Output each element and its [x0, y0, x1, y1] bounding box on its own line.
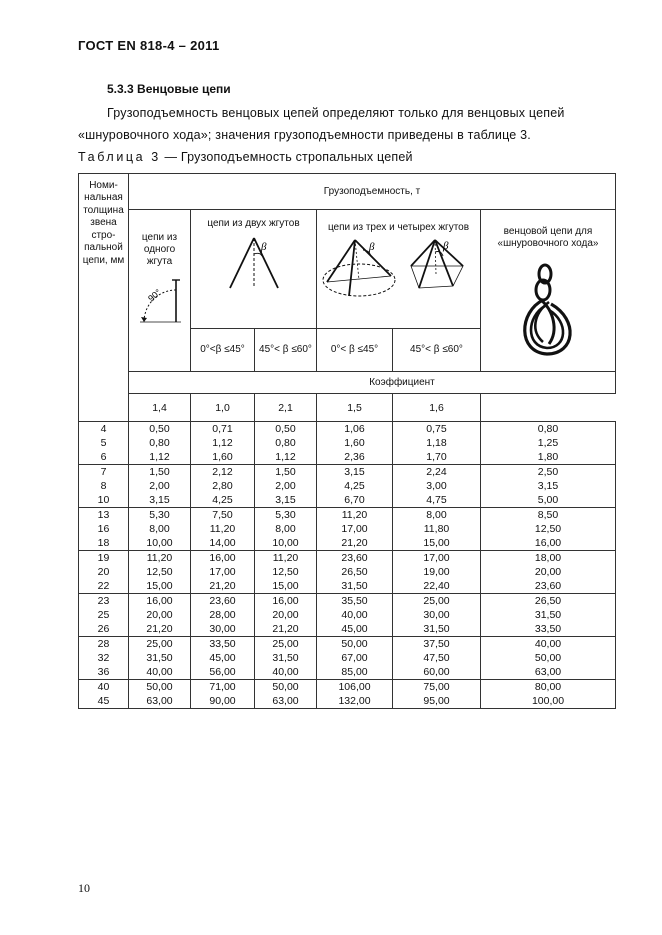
cell-two-strand-45: [191, 637, 255, 680]
three-four-strand-diagram: [319, 236, 479, 306]
value-two-strand-45: 71,00: [209, 681, 236, 693]
value-single-strand: 21,20: [146, 623, 173, 635]
cell-multi-strand-45: [317, 637, 393, 680]
header-crown-chain-line: венцовой цепи для: [503, 226, 593, 237]
single-strand-angle-label: 90°: [145, 287, 163, 304]
value-single-strand: 1,50: [149, 466, 170, 478]
value-thickness-mm: 7: [100, 466, 107, 478]
cell-crown-chain: [481, 594, 616, 637]
value-multi-strand-45: 50,00: [341, 638, 368, 650]
coefficient-value: 1,0: [191, 394, 255, 422]
cell-multi-strand-60: [393, 680, 481, 709]
value-multi-strand-45: 1,60: [344, 437, 365, 449]
value-crown-chain: 31,50: [534, 609, 562, 621]
cell-thickness-mm: [79, 422, 129, 465]
value-crown-chain: 0,80: [537, 423, 559, 435]
two-strand-diagram: [224, 234, 284, 296]
value-multi-strand-60: 15,00: [423, 537, 450, 549]
value-thickness-mm: 45: [97, 695, 110, 707]
document-header: ГОСТ EN 818-4 – 2011: [78, 38, 220, 53]
value-crown-chain: 23,60: [534, 580, 562, 592]
value-two-strand-60: 8,00: [275, 523, 296, 535]
value-two-strand-45: 17,00: [209, 566, 236, 578]
value-multi-strand-45: 4,25: [344, 480, 365, 492]
value-multi-strand-60: 3,00: [426, 480, 447, 492]
value-crown-chain: 1,25: [537, 437, 559, 449]
value-thickness-mm: 32: [97, 652, 110, 664]
value-multi-strand-60: 1,18: [426, 437, 447, 449]
cell-crown-chain: [481, 551, 616, 594]
value-two-strand-60: 12,50: [272, 566, 299, 578]
header-single-strand: [129, 210, 191, 372]
value-two-strand-45: 1,60: [212, 451, 233, 463]
value-two-strand-60: 15,00: [272, 580, 299, 592]
value-multi-strand-45: 11,20: [341, 509, 368, 521]
value-multi-strand-45: 3,15: [344, 466, 365, 478]
table-caption-label: Таблица 3: [78, 150, 161, 164]
col-header-thickness-line: толщина: [83, 204, 124, 216]
cell-multi-strand-45: [317, 594, 393, 637]
value-multi-strand-45: 106,00: [338, 681, 371, 693]
col-header-thickness: [79, 174, 129, 422]
value-two-strand-60: 3,15: [275, 494, 296, 506]
cell-crown-chain: [481, 680, 616, 709]
cell-multi-strand-60: [393, 422, 481, 465]
value-crown-chain: 26,50: [534, 595, 562, 607]
value-multi-strand-60: 37,50: [423, 638, 450, 650]
value-thickness-mm: 36: [97, 666, 110, 678]
value-two-strand-60: 10,00: [272, 537, 299, 549]
value-two-strand-45: 7,50: [212, 509, 233, 521]
value-two-strand-60: 1,50: [275, 466, 296, 478]
value-thickness-mm: 26: [97, 623, 110, 635]
value-multi-strand-45: 132,00: [338, 695, 371, 707]
value-two-strand-60: 25,00: [272, 638, 299, 650]
value-multi-strand-60: 4,75: [426, 494, 447, 506]
cell-thickness-mm: [79, 508, 129, 551]
value-thickness-mm: 13: [97, 509, 110, 521]
value-thickness-mm: 8: [100, 480, 107, 492]
value-thickness-mm: 23: [97, 595, 110, 607]
table-row-group: [79, 508, 616, 551]
cell-multi-strand-60: [393, 508, 481, 551]
value-multi-strand-60: 19,00: [423, 566, 450, 578]
value-crown-chain: 18,00: [534, 552, 562, 564]
value-single-strand: 1,12: [149, 451, 170, 463]
table-row-group: [79, 637, 616, 680]
value-crown-chain: 63,00: [534, 666, 562, 678]
value-multi-strand-60: 2,24: [426, 466, 447, 478]
cell-single-strand: [129, 680, 191, 709]
cell-multi-strand-45: [317, 465, 393, 508]
value-multi-strand-60: 60,00: [423, 666, 450, 678]
value-two-strand-45: 16,00: [209, 552, 236, 564]
three-strand-beta: β: [368, 241, 374, 253]
cell-crown-chain: [481, 465, 616, 508]
cell-multi-strand-60: [393, 465, 481, 508]
col-header-thickness-text: [79, 180, 128, 268]
value-single-strand: 10,00: [146, 537, 173, 549]
value-multi-strand-45: 6,70: [344, 494, 365, 506]
col-header-thickness-line: пальной: [84, 242, 123, 253]
value-multi-strand-60: 8,00: [426, 509, 447, 521]
cell-multi-strand-45: [317, 422, 393, 465]
value-thickness-mm: 16: [97, 523, 110, 535]
value-thickness-mm: 40: [97, 681, 110, 693]
cell-multi-strand-60: [393, 551, 481, 594]
cell-multi-strand-45: [317, 551, 393, 594]
value-thickness-mm: 5: [100, 437, 107, 449]
cell-two-strand-45: [191, 551, 255, 594]
header-crown-chain-label: [481, 226, 615, 250]
table-row-group: [79, 465, 616, 508]
value-crown-chain: 80,00: [534, 681, 562, 693]
cell-single-strand: [129, 551, 191, 594]
value-two-strand-60: 50,00: [272, 681, 299, 693]
value-multi-strand-60: 95,00: [423, 695, 450, 707]
value-single-strand: 3,15: [149, 494, 170, 506]
angle-two-strand-2: 45°< β ≤60°: [255, 329, 317, 372]
value-multi-strand-45: 67,00: [341, 652, 368, 664]
cell-multi-strand-45: [317, 508, 393, 551]
cell-two-strand-60: [255, 680, 317, 709]
value-thickness-mm: 10: [97, 494, 110, 506]
value-single-strand: 2,00: [149, 480, 170, 492]
value-two-strand-60: 2,00: [275, 480, 296, 492]
value-two-strand-45: 30,00: [209, 623, 236, 635]
cell-crown-chain: [481, 637, 616, 680]
value-single-strand: 40,00: [146, 666, 173, 678]
cell-single-strand: [129, 422, 191, 465]
cell-two-strand-45: [191, 422, 255, 465]
value-two-strand-60: 5,30: [275, 509, 296, 521]
value-crown-chain: 8,50: [537, 509, 559, 521]
value-crown-chain: 40,00: [534, 638, 562, 650]
cell-multi-strand-45: [317, 680, 393, 709]
value-two-strand-45: 33,50: [209, 638, 236, 650]
col-header-thickness-line: Номи-: [89, 179, 118, 191]
value-multi-strand-45: 2,36: [344, 451, 365, 463]
value-two-strand-60: 21,20: [272, 623, 299, 635]
value-two-strand-60: 0,80: [275, 437, 296, 449]
value-single-strand: 16,00: [146, 595, 173, 607]
crown-chain-diagram: [513, 260, 583, 360]
value-thickness-mm: 18: [97, 537, 110, 549]
single-strand-diagram: [135, 276, 185, 328]
value-single-strand: 63,00: [146, 695, 173, 707]
value-thickness-mm: 22: [97, 580, 110, 592]
value-multi-strand-45: 1,06: [344, 423, 365, 435]
two-strand-beta: β: [260, 241, 266, 253]
table-caption: [78, 150, 413, 164]
paragraph-line-1: Грузоподъемность венцовых цепей определяют только для венцовых цепей: [107, 106, 565, 120]
cell-single-strand: [129, 465, 191, 508]
header-three-four-strand-label: цепи из трех и четырех жгутов: [327, 222, 470, 233]
cell-two-strand-60: [255, 508, 317, 551]
value-thickness-mm: 25: [97, 609, 110, 621]
value-single-strand: 31,50: [146, 652, 173, 664]
value-two-strand-45: 11,20: [209, 523, 236, 535]
value-crown-chain: 16,00: [534, 537, 562, 549]
value-two-strand-45: 0,71: [212, 423, 233, 435]
cell-multi-strand-60: [393, 637, 481, 680]
cell-single-strand: [129, 508, 191, 551]
value-single-strand: 0,80: [149, 437, 170, 449]
page-number: 10: [78, 881, 90, 895]
value-crown-chain: 3,15: [537, 480, 559, 492]
header-single-strand-line: одного: [143, 244, 176, 255]
angle-two-strand-1: 0°<β ≤45°: [191, 329, 255, 372]
table-row-group: [79, 680, 616, 709]
value-two-strand-45: 14,00: [209, 537, 236, 549]
value-single-strand: 8,00: [149, 523, 170, 535]
header-two-strand: [191, 210, 317, 329]
value-two-strand-60: 20,00: [272, 609, 299, 621]
value-thickness-mm: 6: [100, 451, 107, 463]
value-two-strand-45: 1,12: [212, 437, 233, 449]
value-two-strand-45: 45,00: [209, 652, 236, 664]
value-multi-strand-60: 17,00: [423, 552, 450, 564]
table-caption-text: — Грузоподъемность стропальных цепей: [160, 150, 413, 164]
header-three-four-strand: [317, 210, 481, 329]
value-two-strand-60: 31,50: [272, 652, 299, 664]
value-thickness-mm: 4: [100, 423, 107, 435]
cell-thickness-mm: [79, 465, 129, 508]
value-multi-strand-45: 26,50: [341, 566, 368, 578]
col-header-thickness-line: цепи, мм: [82, 254, 125, 266]
col-header-thickness-line: стро-: [91, 229, 116, 241]
value-multi-strand-45: 23,60: [341, 552, 368, 564]
cell-two-strand-60: [255, 422, 317, 465]
value-single-strand: 5,30: [149, 509, 170, 521]
value-two-strand-45: 90,00: [209, 695, 236, 707]
cell-thickness-mm: [79, 551, 129, 594]
cell-thickness-mm: [79, 637, 129, 680]
value-crown-chain: 5,00: [537, 494, 559, 506]
value-multi-strand-45: 35,50: [341, 595, 368, 607]
coefficient-value: 1,4: [129, 394, 191, 422]
value-crown-chain: 1,80: [537, 451, 559, 463]
value-multi-strand-60: 47,50: [423, 652, 450, 664]
value-single-strand: 11,20: [146, 552, 173, 564]
value-single-strand: 50,00: [146, 681, 173, 693]
value-multi-strand-60: 1,70: [426, 451, 447, 463]
value-multi-strand-45: 21,20: [341, 537, 368, 549]
table-row-group: [79, 422, 616, 465]
cell-multi-strand-60: [393, 594, 481, 637]
value-multi-strand-60: 25,00: [423, 595, 450, 607]
table-row-group: [79, 551, 616, 594]
coefficient-value: 1,5: [317, 394, 393, 422]
coefficient-value: 2,1: [255, 394, 317, 422]
cell-thickness-mm: [79, 594, 129, 637]
value-multi-strand-60: 11,80: [423, 523, 450, 535]
value-two-strand-60: 0,50: [275, 423, 296, 435]
cell-two-strand-60: [255, 594, 317, 637]
value-single-strand: 15,00: [146, 580, 173, 592]
value-multi-strand-45: 85,00: [341, 666, 368, 678]
value-multi-strand-60: 31,50: [423, 623, 450, 635]
value-multi-strand-60: 0,75: [426, 423, 447, 435]
cell-two-strand-60: [255, 551, 317, 594]
value-thickness-mm: 20: [97, 566, 110, 578]
angle-multi-strand-1: 0°< β ≤45°: [317, 329, 393, 372]
header-single-strand-line: жгута: [146, 256, 173, 267]
value-two-strand-60: 1,12: [275, 451, 296, 463]
four-strand-beta: β: [442, 240, 448, 252]
value-crown-chain: 50,00: [534, 652, 562, 664]
value-two-strand-45: 23,60: [209, 595, 236, 607]
value-single-strand: 12,50: [146, 566, 173, 578]
value-single-strand: 20,00: [146, 609, 173, 621]
value-two-strand-60: 11,20: [272, 552, 299, 564]
cell-crown-chain: [481, 422, 616, 465]
cell-crown-chain: [481, 508, 616, 551]
header-single-strand-label: [129, 232, 190, 268]
value-two-strand-60: 40,00: [272, 666, 299, 678]
value-multi-strand-45: 31,50: [341, 580, 368, 592]
angle-multi-strand-2: 45°< β ≤60°: [393, 329, 481, 372]
header-crown-chain: [481, 210, 616, 372]
value-single-strand: 0,50: [149, 423, 170, 435]
value-thickness-mm: 28: [97, 638, 110, 650]
value-crown-chain: 2,50: [537, 466, 559, 478]
header-crown-chain-line: «шнуровочного хода»: [497, 238, 599, 249]
cell-two-strand-45: [191, 680, 255, 709]
value-two-strand-45: 28,00: [209, 609, 236, 621]
value-multi-strand-60: 22,40: [423, 580, 450, 592]
cell-single-strand: [129, 594, 191, 637]
value-multi-strand-45: 45,00: [341, 623, 368, 635]
coefficient-header: Коэффициент: [129, 372, 616, 394]
value-two-strand-60: 16,00: [272, 595, 299, 607]
cell-two-strand-60: [255, 637, 317, 680]
cell-two-strand-45: [191, 508, 255, 551]
section-title: 5.3.3 Венцовые цепи: [107, 82, 231, 96]
value-two-strand-45: 4,25: [212, 494, 233, 506]
coefficient-value: 1,6: [393, 394, 481, 422]
col-header-thickness-line: нальная: [84, 192, 123, 203]
table-row-group: [79, 594, 616, 637]
header-single-strand-line: цепи из: [141, 232, 178, 243]
paragraph-line-2: «шнуровочного хода»; значения грузоподъемности приведены в таблице 3.: [78, 128, 531, 142]
value-crown-chain: 100,00: [531, 695, 565, 707]
value-thickness-mm: 19: [97, 552, 110, 564]
cell-two-strand-45: [191, 465, 255, 508]
value-crown-chain: 12,50: [534, 523, 562, 535]
value-crown-chain: 20,00: [534, 566, 562, 578]
load-capacity-table: [78, 173, 616, 709]
cell-thickness-mm: [79, 680, 129, 709]
cell-two-strand-45: [191, 594, 255, 637]
value-two-strand-45: 2,80: [212, 480, 233, 492]
value-multi-strand-60: 30,00: [423, 609, 450, 621]
value-two-strand-60: 63,00: [272, 695, 299, 707]
value-two-strand-45: 21,20: [209, 580, 236, 592]
cell-two-strand-60: [255, 465, 317, 508]
value-multi-strand-45: 40,00: [341, 609, 368, 621]
value-two-strand-45: 2,12: [212, 466, 233, 478]
cell-single-strand: [129, 637, 191, 680]
value-multi-strand-60: 75,00: [423, 681, 450, 693]
value-multi-strand-45: 17,00: [341, 523, 368, 535]
value-two-strand-45: 56,00: [209, 666, 236, 678]
col-header-thickness-line: звена: [90, 217, 117, 228]
value-single-strand: 25,00: [146, 638, 173, 650]
value-crown-chain: 33,50: [534, 623, 562, 635]
load-capacity-header: Грузоподъемность, т: [129, 174, 616, 210]
header-two-strand-label: цепи из двух жгутов: [207, 218, 300, 229]
